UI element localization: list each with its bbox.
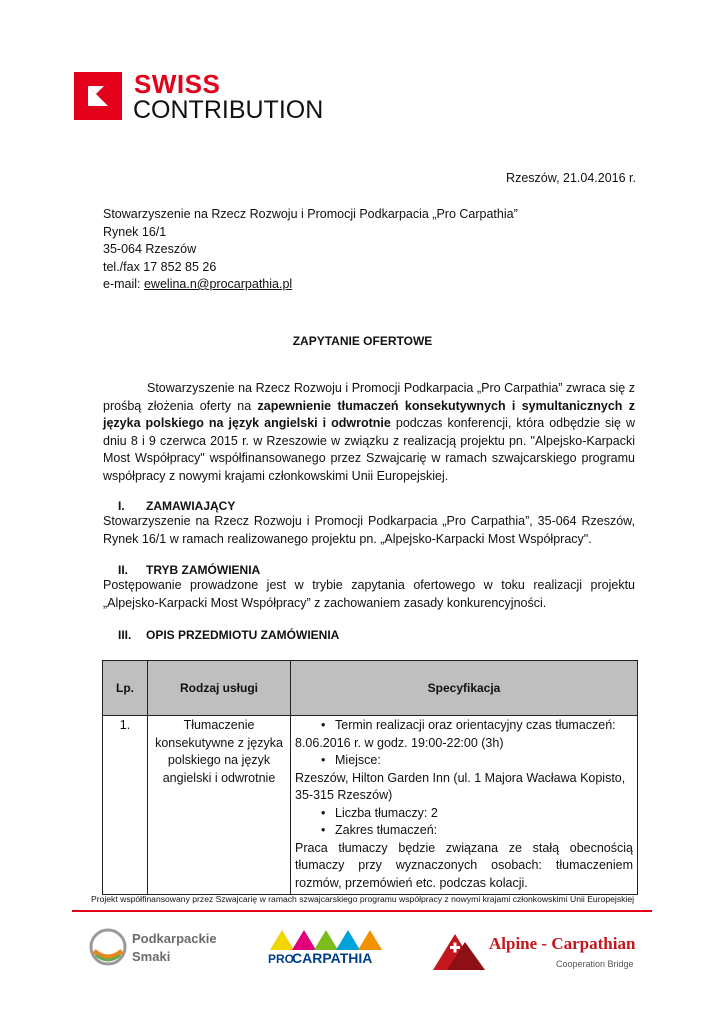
alpine-carpathian-icon — [433, 928, 485, 972]
document-date: Rzeszów, 21.04.2016 r. — [506, 171, 636, 185]
section-2-heading — [118, 563, 260, 577]
pro-carpathia-logo — [266, 928, 382, 972]
address-line-city: 35-064 Rzeszów — [103, 242, 197, 256]
logo1-line1: Podkarpackie — [132, 931, 217, 946]
document-subject: ZAPYTANIE OFERTOWE — [292, 334, 433, 348]
section-2-title: TRYB ZAMÓWIENIA — [146, 563, 261, 577]
order-specification-table — [102, 660, 638, 895]
spec-text-termin: 8.06.2016 r. w godz. 19:00-22:00 (3h) — [295, 735, 504, 750]
header-rodzaj-uslugi: Rodzaj usługi — [148, 661, 291, 716]
intro-paragraph — [103, 380, 635, 485]
address-line-organization: Stowarzyszenie na Rzecz Rozwoju i Promocji Podkarpacia „Pro Carpathia” — [103, 207, 518, 221]
section-1-number: I. — [118, 499, 125, 513]
cell-specyfikacja — [291, 716, 638, 895]
section-1-heading — [118, 499, 235, 513]
header-specyfikacja: Specyfikacja — [291, 661, 638, 716]
section-3-number: III. — [118, 628, 132, 642]
logo1-line2: Smaki — [132, 949, 171, 964]
table-row — [103, 716, 638, 895]
logo-swiss-text: SWISS — [134, 69, 221, 99]
logo3-name: Alpine - Carpathian — [489, 934, 636, 953]
spec-bullet-liczba: • Liczba tłumaczy: 2 — [295, 805, 633, 823]
address-line-street: Rynek 16/1 — [103, 224, 167, 239]
section-1-title: ZAMAWIAJĄCY — [146, 499, 236, 513]
spec-text-miejsce: Rzeszów, Hilton Garden Inn (ul. 1 Majora Wacława Kopisto, 35-315 Rzeszów) — [295, 770, 626, 802]
footer-divider — [72, 910, 652, 912]
section-3-title: OPIS PRZEDMIOTU ZAMÓWIENIA — [146, 628, 340, 642]
footer-cofinancing-note: Projekt współfinansowany przez Szwajcarię w ramach szwajcarskiego programu współpracy z nowymi krajami członkowskimi Unii Europejskiej — [90, 894, 635, 904]
logo2-pro: PRO — [268, 952, 295, 966]
logo2-carpathia: CARPATHIA — [292, 950, 373, 966]
pro-carpathia-mountains-icon — [266, 928, 382, 952]
logo3-subtitle: Cooperation Bridge — [556, 959, 634, 969]
intro-text-2: podczas konferencji, która odbędzie się w dniu 8 i 9 czerwca 2015 r. w Rzeszowie w związku z realizacją projektu pn. "Alpejsko-Karpacki Most Współpracy" współfinansowanego przez Szwajcarię w ramach szwajcarskiego programu współpracy z nowymi krajami członkowskimi Unii Europejskiej. — [103, 416, 635, 483]
table-header-row — [103, 661, 638, 716]
intro-text-1: Stowarzyszenie na Rzecz Rozwoju i Promocji Podkarpacia „Pro Carpathia” zwraca się z prośbą złożenia oferty na — [103, 381, 635, 413]
spec-bullet-miejsce: • Miejsce: — [295, 752, 633, 770]
email-label: e-mail: — [103, 277, 144, 291]
spec-bullet-termin: • Termin realizacji oraz orientacyjny czas tłumaczeń: — [295, 717, 633, 735]
swiss-contribution-logo-mark — [74, 72, 122, 120]
email-link[interactable]: ewelina.n@procarpathia.pl — [143, 277, 293, 291]
podkarpackie-smaki-icon — [88, 927, 128, 967]
podkarpackie-smaki-logo — [88, 927, 217, 970]
cell-lp: 1. — [103, 716, 148, 895]
spec-text-zakres: Praca tłumaczy będzie związana ze stałą obecnością tłumaczy przy wyznaczonych osobach: tłumaczeniem rozmów, przemówień etc. podczas kolacji. — [295, 840, 633, 890]
logo-contribution-text: CONTRIBUTION — [133, 96, 324, 124]
section-1-text: Stowarzyszenie na Rzecz Rozwoju i Promocji Podkarpacia „Pro Carpathia”, 35-064 Rzeszów, Rynek 16/1 w ramach realizowanego projektu pn. „Alpejsko-Karpacki Most Współpracy". — [103, 514, 635, 546]
intro-text-bold: zapewnienie tłumaczeń konsekutywnych i symultanicznych z języka polskiego na język angielski i odwrotnie — [103, 398, 635, 430]
section-3-heading — [118, 628, 339, 642]
spec-bullet-zakres: • Zakres tłumaczeń: — [295, 822, 633, 840]
section-2-text: Postępowanie prowadzone jest w trybie zapytania ofertowego w toku realizacji projektu „Alpejsko-Karpacki Most Współpracy” z zachowaniem zasady konkurencyjności. — [103, 578, 635, 610]
alpine-carpathian-logo — [433, 928, 636, 975]
section-2-number: II. — [118, 563, 129, 577]
header-lp: Lp. — [103, 661, 148, 716]
address-line-email — [103, 276, 518, 294]
cell-rodzaj: Tłumaczenie konsekutywne z języka polskiego na język angielski i odwrotnie — [148, 716, 291, 895]
address-line-phone: tel./fax 17 852 85 26 — [103, 259, 217, 274]
sender-address — [103, 206, 518, 294]
